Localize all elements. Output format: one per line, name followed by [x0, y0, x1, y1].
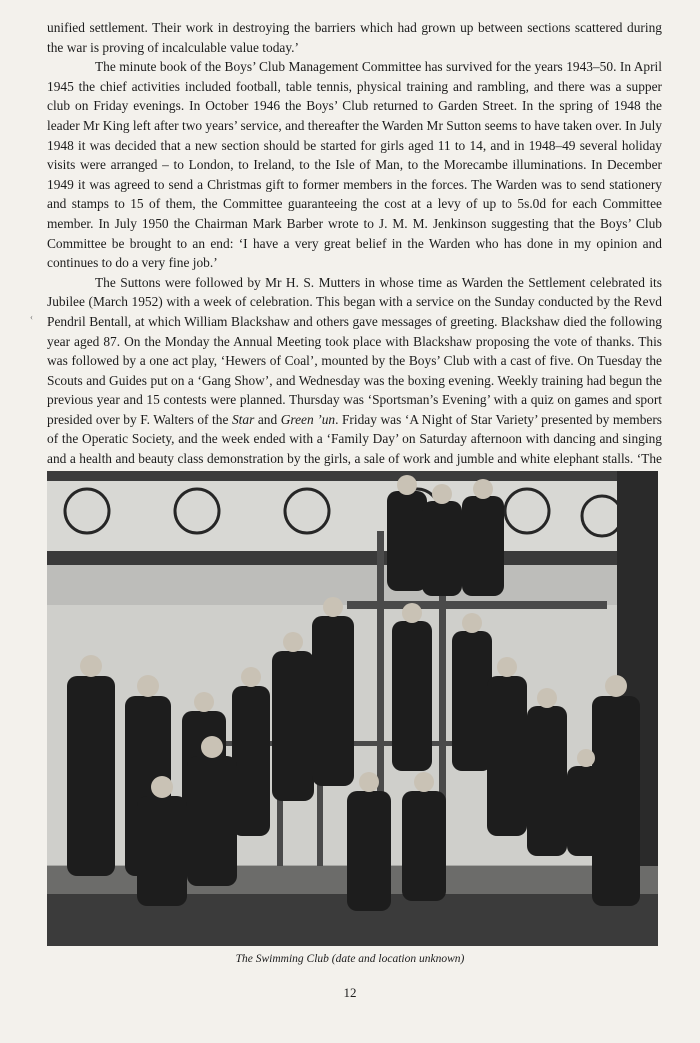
- page-number: 12: [343, 985, 357, 1000]
- jubilee-text-and: and: [254, 411, 281, 427]
- paragraph-jubilee: [47, 273, 662, 489]
- jubilee-text-end: . Friday was ‘A Night of Star Variety’ presented by members of the Operatic Society, and the week ended with a ‘Family Day’ on Saturday afternoon with dancing and singing and a health and beauty class demonstration by the girls, a sale of work and jumble and white elephant stalls. ‘The: [47, 411, 662, 467]
- body-text: [47, 18, 662, 488]
- photo-illustration: [47, 471, 658, 946]
- swimming-club-photo: [47, 471, 658, 946]
- margin-mark: ‹: [30, 312, 33, 322]
- jubilee-text-start: The Suttons were followed by Mr H. S. Mutters in whose time as Warden the Settlement celebrated its Jubilee (March 1952) with a week of celebration. This began with a service on the Sunday conducted by the Revd Pendril Bentall, at which William Blackshaw and others gave messages of greeting. Blackshaw died the following year aged 87. On the Monday the Annual Meeting took place with Blackshaw proposing the vote of thanks. This was followed by a one act play, ‘Hewers of Coal’, mounted by the Boys’ Club with a cast of five. On Tuesday the Scouts and Guides put on a ‘Gang Show’, and Wednesday was the boxing evening. Weekly training had begun the previous year and 15 contests were planned. Thursday was ‘Sportsman’s Evening’ with a quiz on games and sport presided over by F. Walters of the: [47, 274, 662, 427]
- paragraph-continuation: unified settlement. Their work in destroying the barriers which had grown up between sections scattered during the war is proving of incalculable value today.’: [47, 20, 662, 55]
- star-title: Star: [231, 411, 255, 427]
- paragraph-minute-book: The minute book of the Boys’ Club Management Committee has survived for the years 1943–50. In April 1945 the chief activities included football, table tennis, physical training and rambling, and there was a supper club on Friday evenings. In October 1946 the Boys’ Club returned to Garden Street. In the spring of 1948 the leader Mr King left after two years’ service, and thereafter the Warden Mr Sutton seems to have taken over. In July 1948 it was decided that a new section should be started for girls aged 11 to 14, and in 1948–49 several holiday visits were arranged – to London, to Ireland, to the Isle of Man, to the Morecambe illuminations. In December 1949 it was agreed to send a Christmas gift to former members in the forces. The Warden was to send stationery and stamps to 15 of them, the Committee guaranteeing the cost at a levy of up to 5s.0d for each Committee member. In July 1950 the Chairman Mark Barber wrote to J. M. M. Jenkinson suggesting that the Boys’ Club Committee be brought to an end: ‘I have a very great belief in the Warden who has done in my opinion and continues to do a very fine job.’: [47, 59, 662, 271]
- photo-caption: The Swimming Club (date and location unknown): [235, 953, 465, 965]
- green-un-title: Green ’un: [280, 411, 336, 427]
